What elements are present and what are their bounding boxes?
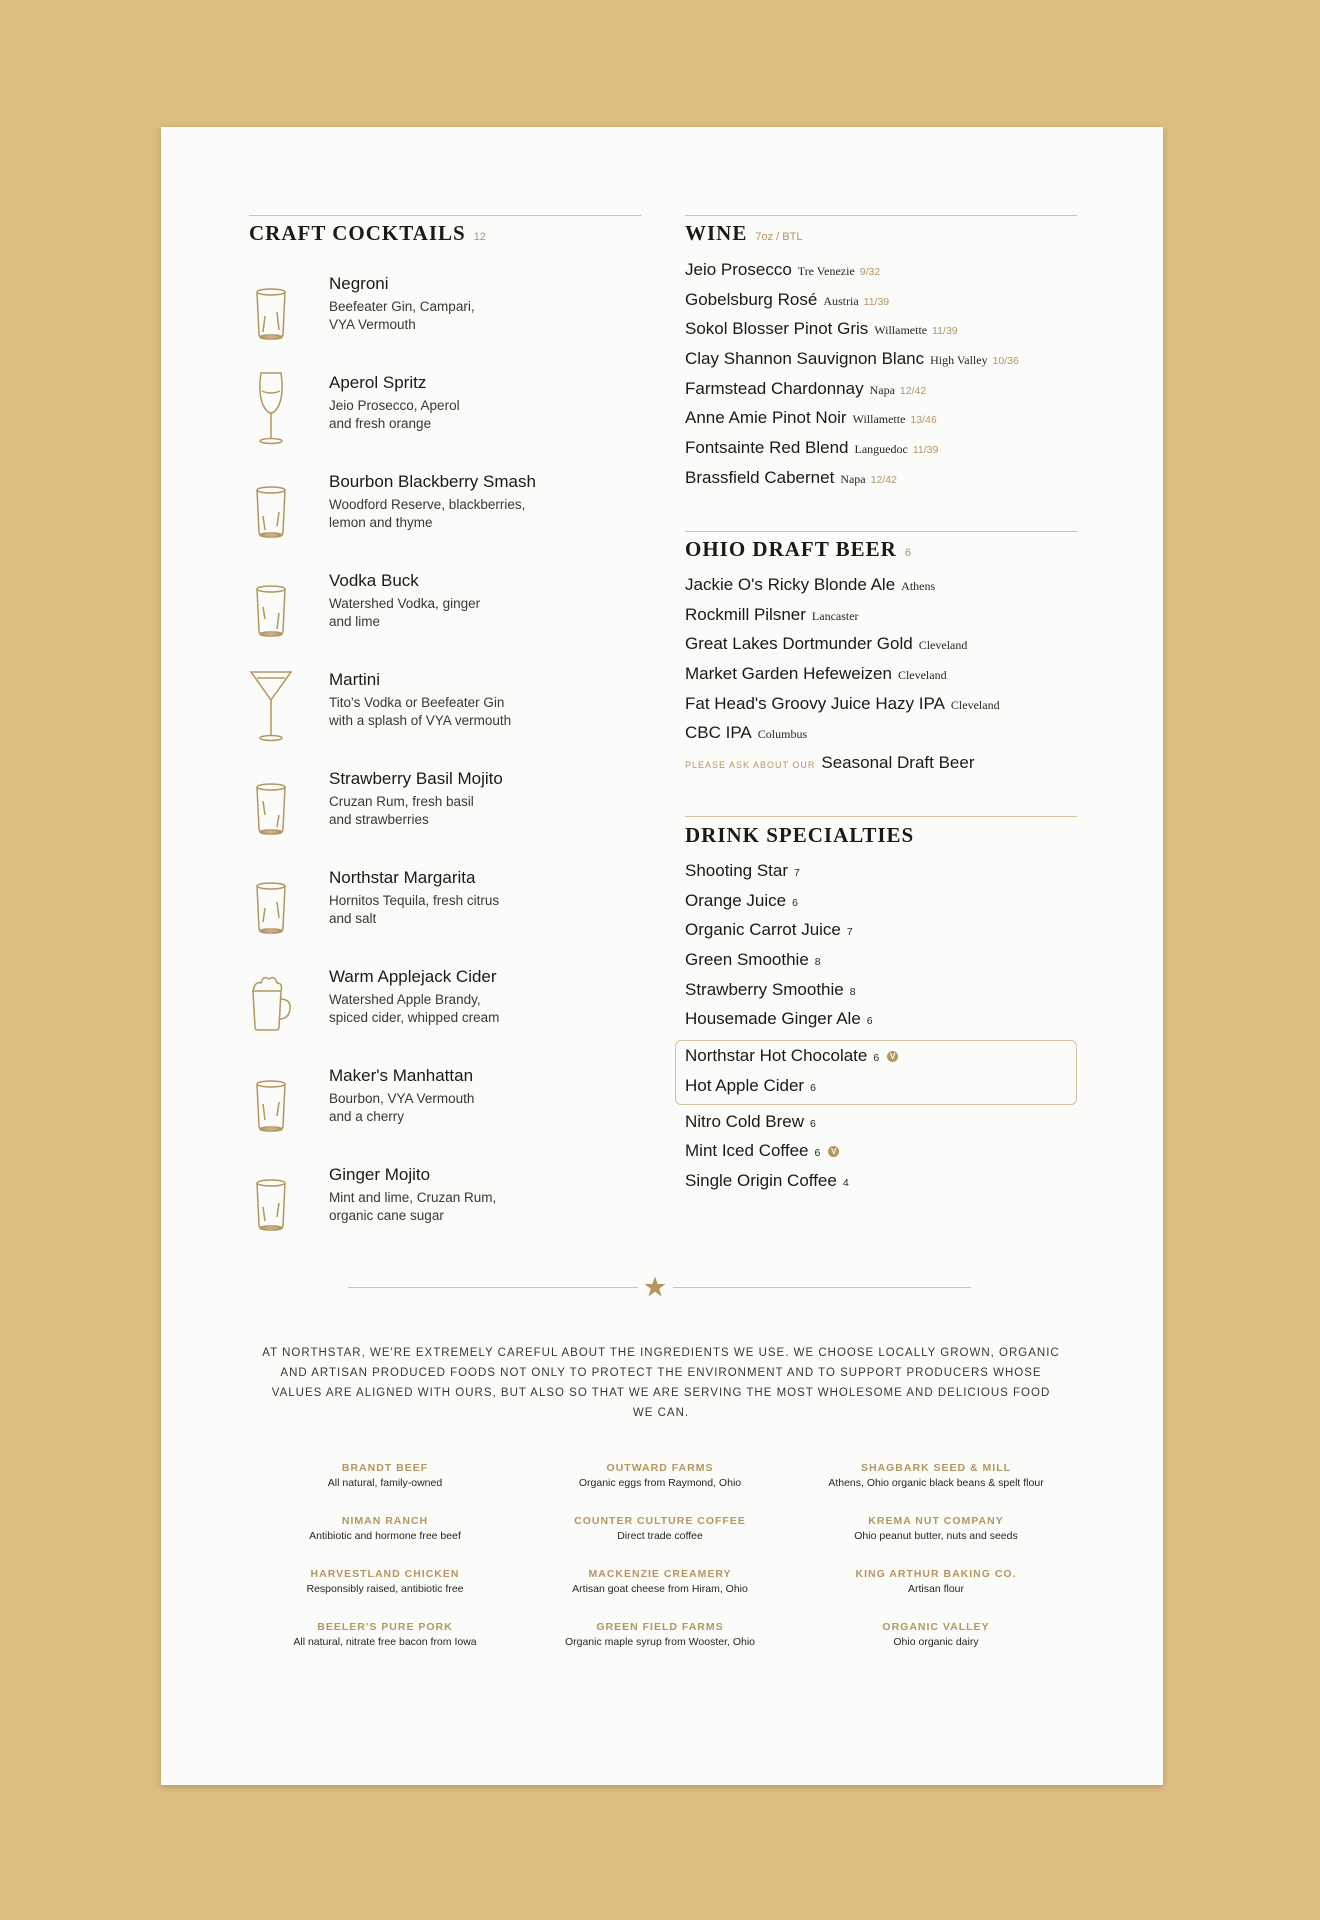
specialty-item: Northstar Hot Chocolate 6 V bbox=[685, 1044, 898, 1068]
wine-item: Sokol Blosser Pinot Gris Willamette 11/39 bbox=[685, 319, 958, 338]
cocktail-desc: Woodford Reserve, blackberries, lemon and thyme bbox=[329, 497, 526, 530]
cocktail-desc: Cruzan Rum, fresh basil and strawberries bbox=[329, 794, 474, 827]
cocktail-name: Martini bbox=[329, 670, 381, 689]
supplier-item: HARVESTLAND CHICKEN Responsibly raised, antibiotic free bbox=[306, 1568, 464, 1595]
beer-rule bbox=[685, 531, 1077, 532]
cocktail-item bbox=[249, 274, 569, 354]
rocks-glass-icon bbox=[249, 474, 293, 542]
wine-item: Fontsainte Red Blend Languedoc 11/39 bbox=[685, 438, 939, 457]
wine-title: WINE 7oz / BTL bbox=[685, 221, 803, 245]
martini-glass-icon bbox=[249, 666, 293, 746]
cocktail-desc: Hornitos Tequila, fresh citrus and salt bbox=[329, 893, 500, 926]
rocks-glass-icon bbox=[249, 870, 293, 938]
rocks-glass-icon bbox=[249, 1068, 293, 1136]
wine-rule bbox=[685, 215, 1077, 216]
wine-item: Brassfield Cabernet Napa 12/42 bbox=[685, 468, 897, 487]
supplier-item: ORGANIC VALLEY Ohio organic dairy bbox=[882, 1621, 990, 1648]
cocktail-desc: Jeio Prosecco, Aperol and fresh orange bbox=[329, 398, 460, 431]
rocks-glass-icon bbox=[249, 1167, 293, 1235]
cocktail-item bbox=[249, 373, 569, 453]
wine-item: Anne Amie Pinot Noir Willamette 13/46 bbox=[685, 408, 937, 427]
cocktail-desc: Tito's Vodka or Beefeater Gin with a splash of VYA vermouth bbox=[329, 695, 512, 728]
wine-item: Gobelsburg Rosé Austria 11/39 bbox=[685, 290, 890, 309]
divider-right bbox=[673, 1287, 971, 1288]
beer-item: Rockmill Pilsner Lancaster bbox=[685, 605, 859, 624]
rocks-glass-icon bbox=[249, 771, 293, 839]
beer-item: Jackie O's Ricky Blonde Ale Athens bbox=[685, 575, 936, 594]
cocktail-name: Strawberry Basil Mojito bbox=[329, 769, 503, 788]
beer-seasonal: PLEASE ASK ABOUT OUR Seasonal Draft Beer bbox=[685, 753, 975, 772]
rocks-glass-icon bbox=[249, 276, 293, 344]
vegan-badge: V bbox=[887, 1051, 898, 1062]
divider-left bbox=[348, 1287, 638, 1288]
supplier-item: OUTWARD FARMS Organic eggs from Raymond, Ohio bbox=[578, 1462, 742, 1489]
specialty-item: Mint Iced Coffee 6 V bbox=[685, 1139, 839, 1163]
cocktail-item bbox=[249, 670, 569, 750]
supplier-item: SHAGBARK SEED & MILL Athens, Ohio organic black beans & spelt flour bbox=[828, 1462, 1044, 1489]
cocktail-item bbox=[249, 571, 569, 651]
cocktail-desc: Beefeater Gin, Campari, VYA Vermouth bbox=[329, 299, 475, 332]
cocktail-name: Northstar Margarita bbox=[329, 868, 476, 887]
wine-item: Jeio Prosecco Tre Venezie 9/32 bbox=[685, 260, 881, 279]
supplier-item: GREEN FIELD FARMS Organic maple syrup from Wooster, Ohio bbox=[564, 1621, 756, 1648]
specialty-item: Strawberry Smoothie 8 bbox=[685, 980, 856, 999]
rocks-glass-icon bbox=[249, 573, 293, 641]
cocktail-item bbox=[249, 868, 569, 948]
specialty-item: Hot Apple Cider 6 bbox=[685, 1076, 816, 1095]
cocktail-name: Warm Applejack Cider bbox=[329, 967, 497, 986]
beer-item: CBC IPA Columbus bbox=[685, 723, 808, 742]
supplier-item: BRANDT BEEF All natural, family-owned bbox=[327, 1462, 443, 1489]
specialty-item: Green Smoothie 8 bbox=[685, 950, 821, 969]
cocktail-item bbox=[249, 472, 569, 552]
specialty-item: Shooting Star 7 bbox=[685, 861, 800, 880]
supplier-item: KREMA NUT COMPANY Ohio peanut butter, nuts and seeds bbox=[854, 1515, 1018, 1542]
menu-page bbox=[161, 127, 1163, 1785]
cocktail-desc: Bourbon, VYA Vermouth and a cherry bbox=[329, 1091, 475, 1124]
cocktails-rule bbox=[249, 215, 641, 216]
wine-item: Farmstead Chardonnay Napa 12/42 bbox=[685, 379, 927, 398]
cocktail-name: Maker's Manhattan bbox=[329, 1066, 474, 1085]
vegan-badge: V bbox=[828, 1146, 839, 1157]
cocktail-item bbox=[249, 967, 569, 1047]
supplier-item: KING ARTHUR BAKING CO. Artisan flour bbox=[855, 1568, 1017, 1595]
specialties-title: DRINK SPECIALTIES bbox=[685, 823, 915, 847]
cocktail-desc: Mint and lime, Cruzan Rum, organic cane sugar bbox=[329, 1190, 497, 1223]
beer-item: Market Garden Hefeweizen Cleveland bbox=[685, 664, 947, 683]
cocktail-name: Vodka Buck bbox=[329, 571, 419, 590]
supplier-item: BEELER'S PURE PORK All natural, nitrate free bacon from Iowa bbox=[293, 1621, 477, 1648]
cocktail-desc: Watershed Vodka, ginger and lime bbox=[329, 596, 481, 629]
wine-glass-icon bbox=[249, 369, 293, 449]
specialty-item: Nitro Cold Brew 6 bbox=[685, 1112, 816, 1131]
star-icon bbox=[643, 1275, 667, 1299]
cocktail-name: Bourbon Blackberry Smash bbox=[329, 472, 536, 491]
beer-item: Fat Head's Groovy Juice Hazy IPA Cleveland bbox=[685, 694, 1000, 713]
cocktail-name: Negroni bbox=[329, 274, 389, 293]
cocktail-name: Aperol Spritz bbox=[329, 373, 427, 392]
cocktail-desc: Watershed Apple Brandy, spiced cider, whipped cream bbox=[329, 992, 500, 1025]
specialty-item: Single Origin Coffee 4 bbox=[685, 1171, 849, 1190]
beer-title: OHIO DRAFT BEER 6 bbox=[685, 537, 911, 561]
specialties-rule bbox=[685, 816, 1077, 817]
cocktail-item bbox=[249, 769, 569, 849]
cocktail-name: Ginger Mojito bbox=[329, 1165, 431, 1184]
specialty-item: Organic Carrot Juice 7 bbox=[685, 920, 853, 939]
specialty-item: Orange Juice 6 bbox=[685, 891, 798, 910]
supplier-item: MACKENZIE CREAMERY Artisan goat cheese from Hiram, Ohio bbox=[572, 1568, 748, 1595]
mug-icon bbox=[245, 969, 297, 1037]
cocktail-item bbox=[249, 1165, 569, 1245]
supplier-item: COUNTER CULTURE COFFEE Direct trade coffee bbox=[574, 1515, 746, 1542]
cocktails-title: CRAFT COCKTAILS 12 bbox=[249, 221, 486, 245]
supplier-item: NIMAN RANCH Antibiotic and hormone free beef bbox=[309, 1515, 461, 1542]
sourcing-statement: AT NORTHSTAR, WE'RE EXTREMELY CAREFUL ABOUT THE INGREDIENTS WE USE. WE CHOOSE LOCALLY GROWN, ORGANIC AND ARTISAN PRODUCED FOODS NOT ONLY TO PROTECT THE ENVIRONMENT AND TO SUPPORT PRODUCERS WHOSE VALUES ARE ALIGNED WITH OURS, BUT ALSO SO THAT WE ARE SERVING THE MOST WHOLESOME AND DELICIOUS FOOD WE CAN. bbox=[262, 1347, 1060, 1419]
specialty-item: Housemade Ginger Ale 6 bbox=[685, 1009, 873, 1028]
cocktail-item bbox=[249, 1066, 569, 1146]
beer-item: Great Lakes Dortmunder Gold Cleveland bbox=[685, 634, 968, 653]
wine-item: Clay Shannon Sauvignon Blanc High Valley 10/36 bbox=[685, 349, 1019, 368]
